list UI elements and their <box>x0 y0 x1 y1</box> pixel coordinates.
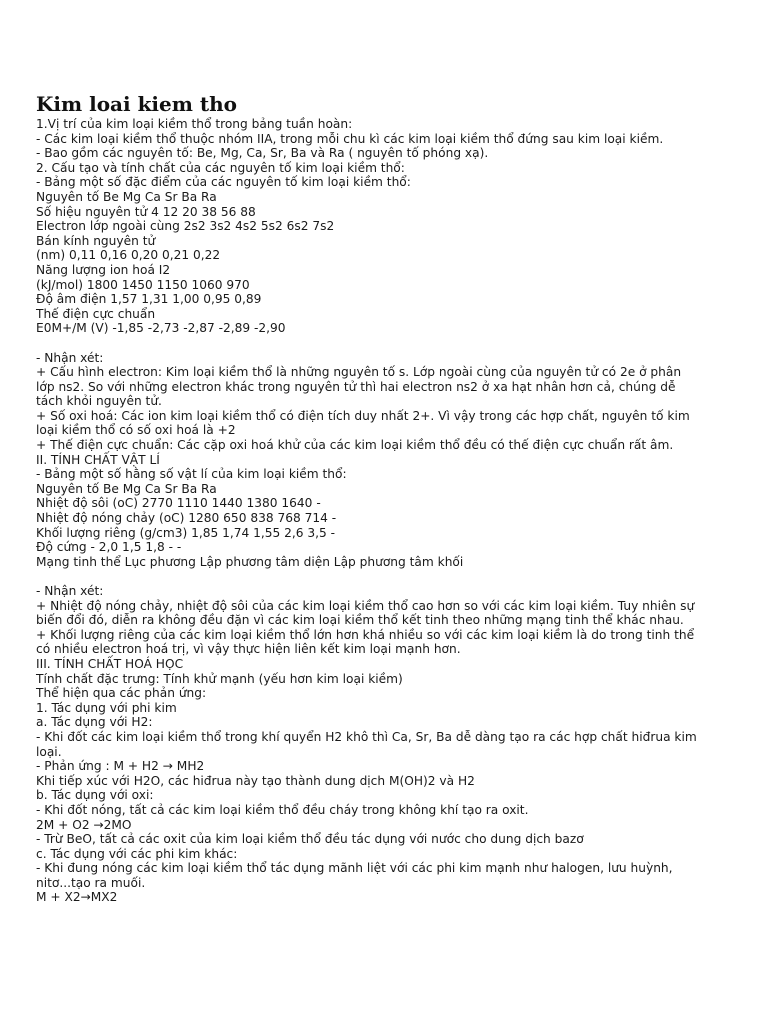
text-line: Năng lượng ion hoá I2 <box>36 262 171 277</box>
text-line: (kJ/mol) 1800 1450 1150 1060 970 <box>36 277 250 292</box>
text-line: - Trừ BeO, tất cả các oxit của kim loại kiềm thổ đều tác dụng với nước cho dung dịch bazơ <box>36 832 584 847</box>
text-line: c. Tác dụng với các phi kim khác: <box>36 846 238 861</box>
text-line: - Khi đung nóng các kim loại kiềm thổ tác dụng mãnh liệt với các phi kim mạnh như halogen, lưu huỳnh, <box>36 861 673 876</box>
text-line: a. Tác dụng với H2: <box>36 715 153 730</box>
text-line: Nhiệt độ nóng chảy (oC) 1280 650 838 768 714 - <box>36 511 337 526</box>
text-line: + Cấu hình electron: Kim loại kiềm thổ là những nguyên tố s. Lớp ngoài cùng của nguyên tử có 2e ở phân <box>36 365 682 380</box>
document-page <box>36 92 736 905</box>
text-line: - Nhận xét: <box>36 584 104 598</box>
text-line: 2. Cấu tạo và tính chất của các nguyên tố kim loại kiềm thổ: <box>36 160 405 175</box>
text-line: - Nhận xét: <box>36 350 104 365</box>
text-line: b. Tác dụng với oxi: <box>36 788 154 803</box>
text-line: Nhiệt độ sôi (oC) 2770 1110 1440 1380 1640 - <box>36 496 321 511</box>
text-line: - Khi đốt các kim loại kiềm thổ trong khí quyển H2 khô thì Ca, Sr, Ba dễ dàng tạo ra các hợp chất hiđrua kim <box>36 729 697 744</box>
text-line: Nguyên tố Be Mg Ca Sr Ba Ra <box>36 189 217 204</box>
text-line: 1. Tác dụng với phi kim <box>36 700 177 715</box>
text-line: loại kiềm thổ có số oxi hoá là +2 <box>36 423 236 438</box>
blank-line <box>36 336 736 351</box>
text-line: - Bảng một số hằng số vật lí của kim loại kiềm thổ: <box>36 467 347 482</box>
text-line: Khối lượng riêng (g/cm3) 1,85 1,74 1,55 2,6 3,5 - <box>36 525 336 540</box>
text-line: Thể hiện qua các phản ứng: <box>36 686 207 701</box>
text-line: Độ cứng - 2,0 1,5 1,8 - - <box>36 540 182 555</box>
text-line: - Bảng một số đặc điểm của các nguyên tố kim loại kiềm thổ: <box>36 175 411 190</box>
document-title: Kim loai kiem tho <box>36 92 237 116</box>
text-line: + Nhiệt độ nóng chảy, nhiệt độ sôi của các kim loại kiềm thổ cao hơn so với các kim loại kiềm. Tuy nhiên sự <box>36 598 695 613</box>
text-line: M + X2→MX2 <box>36 890 118 905</box>
text-line: biến đổi đó, diễn ra không đều đặn vì các kim loại kiềm thổ kết tinh theo những mạng tinh thể khác nhau. <box>36 613 684 628</box>
text-line: Số hiệu nguyên tử 4 12 20 38 56 88 <box>36 204 256 219</box>
text-line: có nhiều electron hoá trị, vì vậy thực hiện liên kết kim loại mạnh hơn. <box>36 642 461 657</box>
text-line: Bán kính nguyên tử <box>36 233 156 248</box>
text-line: + Số oxi hoá: Các ion kim loại kiềm thổ có điện tích duy nhất 2+. Vì vậy trong các hợp chất, nguyên tố kim <box>36 408 690 423</box>
text-line: III. TÍNH CHẤT HOÁ HỌC <box>36 656 184 671</box>
text-line: - Bao gồm các nguyên tố: Be, Mg, Ca, Sr, Ba và Ra ( nguyên tố phóng xạ). <box>36 146 489 161</box>
text-line: lớp ns2. So với những electron khác trong nguyên tử thì hai electron ns2 ở xa hạt nhân hơn cả, chúng dễ <box>36 379 676 394</box>
text-line: 2M + O2 →2MO <box>36 817 132 832</box>
text-line: E0M+/M (V) -1,85 -2,73 -2,87 -2,89 -2,90 <box>36 321 286 336</box>
text-line: 1.Vị trí của kim loại kiềm thổ trong bảng tuần hoàn: <box>36 117 353 131</box>
blank-line <box>36 569 736 584</box>
document-body <box>36 117 736 905</box>
text-line: + Khối lượng riêng của các kim loại kiềm thổ lớn hơn khá nhiều so với các kim loại kiềm là do trong tinh thể <box>36 627 695 642</box>
text-line: - Khi đốt nóng, tất cả các kim loại kiềm thổ đều cháy trong không khí tạo ra oxit. <box>36 802 529 817</box>
text-line: Electron lớp ngoài cùng 2s2 3s2 4s2 5s2 6s2 7s2 <box>36 219 335 234</box>
text-line: tách khỏi nguyên tử. <box>36 394 162 409</box>
text-line: Thế điện cực chuẩn <box>36 306 156 321</box>
text-line: Tính chất đặc trưng: Tính khử mạnh (yếu hơn kim loại kiềm) <box>36 671 403 686</box>
text-line: Nguyên tố Be Mg Ca Sr Ba Ra <box>36 481 217 496</box>
text-line: Khi tiếp xúc với H2O, các hiđrua này tạo thành dung dịch M(OH)2 và H2 <box>36 773 475 788</box>
text-line: - Các kim loại kiềm thổ thuộc nhóm IIA, trong mỗi chu kì các kim loại kiềm thổ đứng sau kim loại kiềm. <box>36 131 664 146</box>
text-line: - Phản ứng : M + H2 → MH2 <box>36 759 205 774</box>
text-line: + Thế điện cực chuẩn: Các cặp oxi hoá khử của các kim loại kiềm thổ đều có thế điện cực chuẩn rất âm. <box>36 438 674 453</box>
text-line: Mạng tinh thể Lục phương Lập phương tâm diện Lập phương tâm khối <box>36 554 464 569</box>
text-line: (nm) 0,11 0,16 0,20 0,21 0,22 <box>36 248 221 263</box>
text-line: loại. <box>36 744 62 759</box>
text-line: nitơ...tạo ra muối. <box>36 875 146 890</box>
text-line: II. TÍNH CHẤT VẬT LÍ <box>36 452 160 467</box>
text-line: Độ âm điện 1,57 1,31 1,00 0,95 0,89 <box>36 292 262 307</box>
